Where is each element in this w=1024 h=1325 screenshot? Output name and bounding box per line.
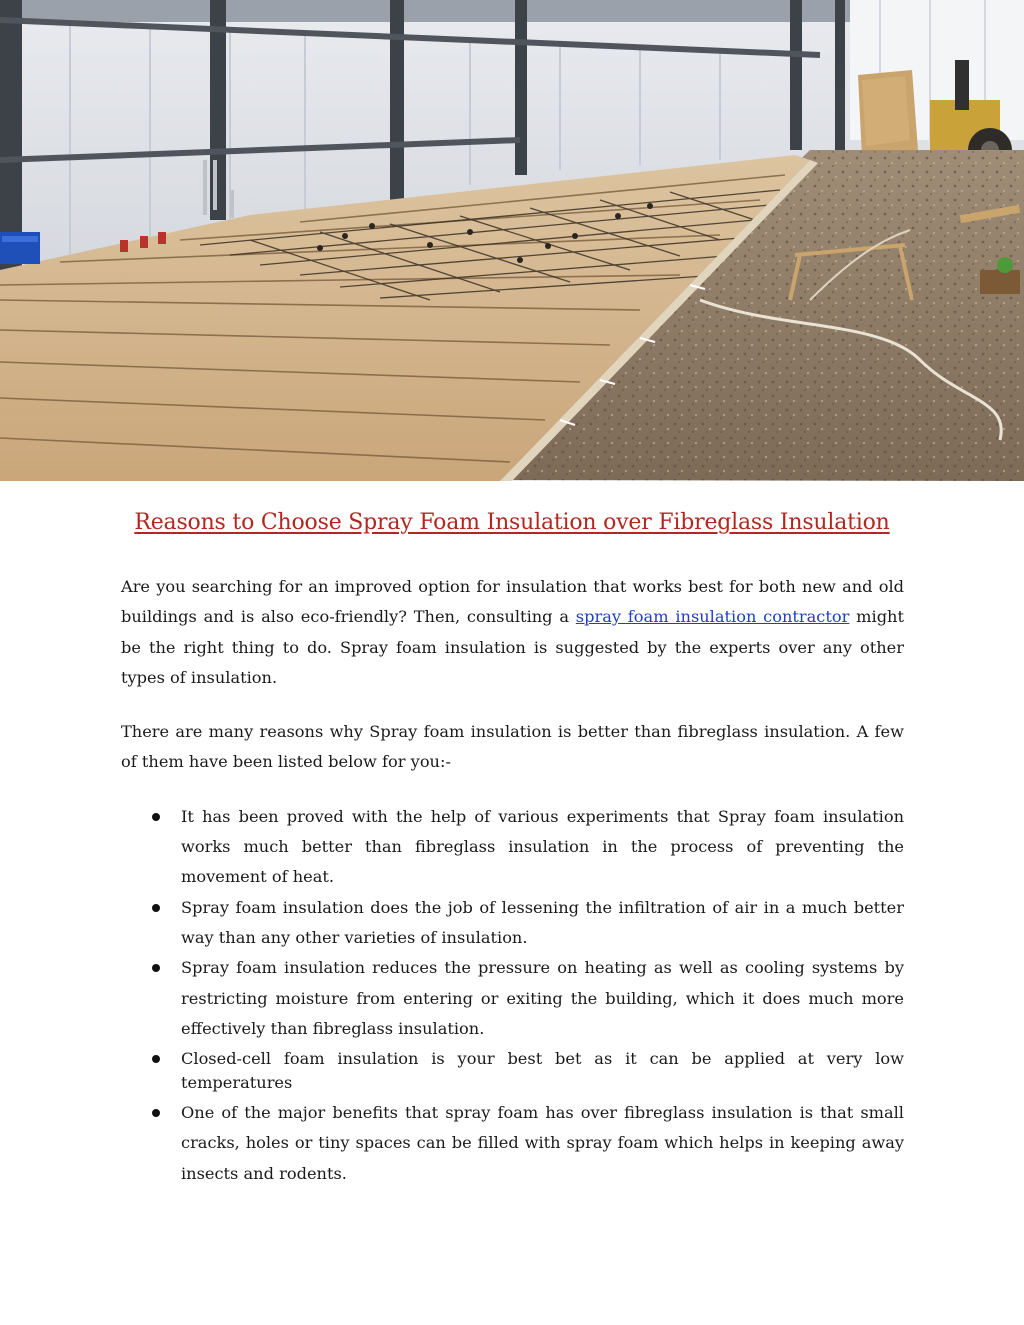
intro-text-after-link: might be the right thing to do. Spray foam insulation is suggested by the experts over any other types of insulation.: [121, 607, 904, 687]
list-item-text: It has been proved with the help of various experiments that Spray foam insulation works much better than fibreglass insulation in the process of preventing the movement of heat.: [181, 806, 904, 887]
list-item-text: One of the major benefits that spray foam has over fibreglass insulation is that small cracks, holes or tiny spaces can be filled with spray foam which helps in keeping away insects and rodents.: [181, 1103, 904, 1183]
list-item: [121, 1044, 904, 1098]
list-item: [121, 802, 904, 893]
lead-in-paragraph: There are many reasons why Spray foam insulation is better than fibreglass insulation. A few of them have been listed below for you:-: [121, 722, 904, 772]
list-item: [121, 893, 904, 954]
bullet-icon: [152, 904, 160, 912]
list-item-text: Closed-cell foam insulation is your best bet as it can be applied at very low temperatures: [181, 1049, 904, 1093]
warehouse-floor-photo: [0, 0, 1024, 481]
intro-paragraph: [121, 572, 904, 693]
list-item-text: Spray foam insulation does the job of lessening the infiltration of air in a much better way than any other varieties of insulation.: [181, 897, 904, 947]
list-item: [121, 1098, 904, 1189]
intro-text-before-link: Are you searching for an improved option for insulation that works best for both new and old buildings and is also eco-friendly? Then, consulting a: [121, 577, 904, 627]
bullet-icon: [152, 1109, 160, 1117]
warehouse-floor-illustration: [0, 0, 1024, 481]
bullet-icon: [152, 964, 160, 972]
list-item-text: Spray foam insulation reduces the pressure on heating as well as cooling systems by restricting moisture from entering or exiting the building, which it does much more effectively than fibreglass insulation.: [181, 958, 904, 1038]
spray-foam-contractor-link[interactable]: spray foam insulation contractor: [575, 607, 850, 627]
bullet-icon: [152, 1055, 160, 1063]
article-title: Reasons to Choose Spray Foam Insulation over Fibreglass Insulation: [134, 510, 890, 535]
bullet-icon: [152, 813, 160, 821]
reasons-list: [121, 802, 904, 1189]
article-body: [121, 572, 904, 1189]
list-item: [121, 953, 904, 1044]
